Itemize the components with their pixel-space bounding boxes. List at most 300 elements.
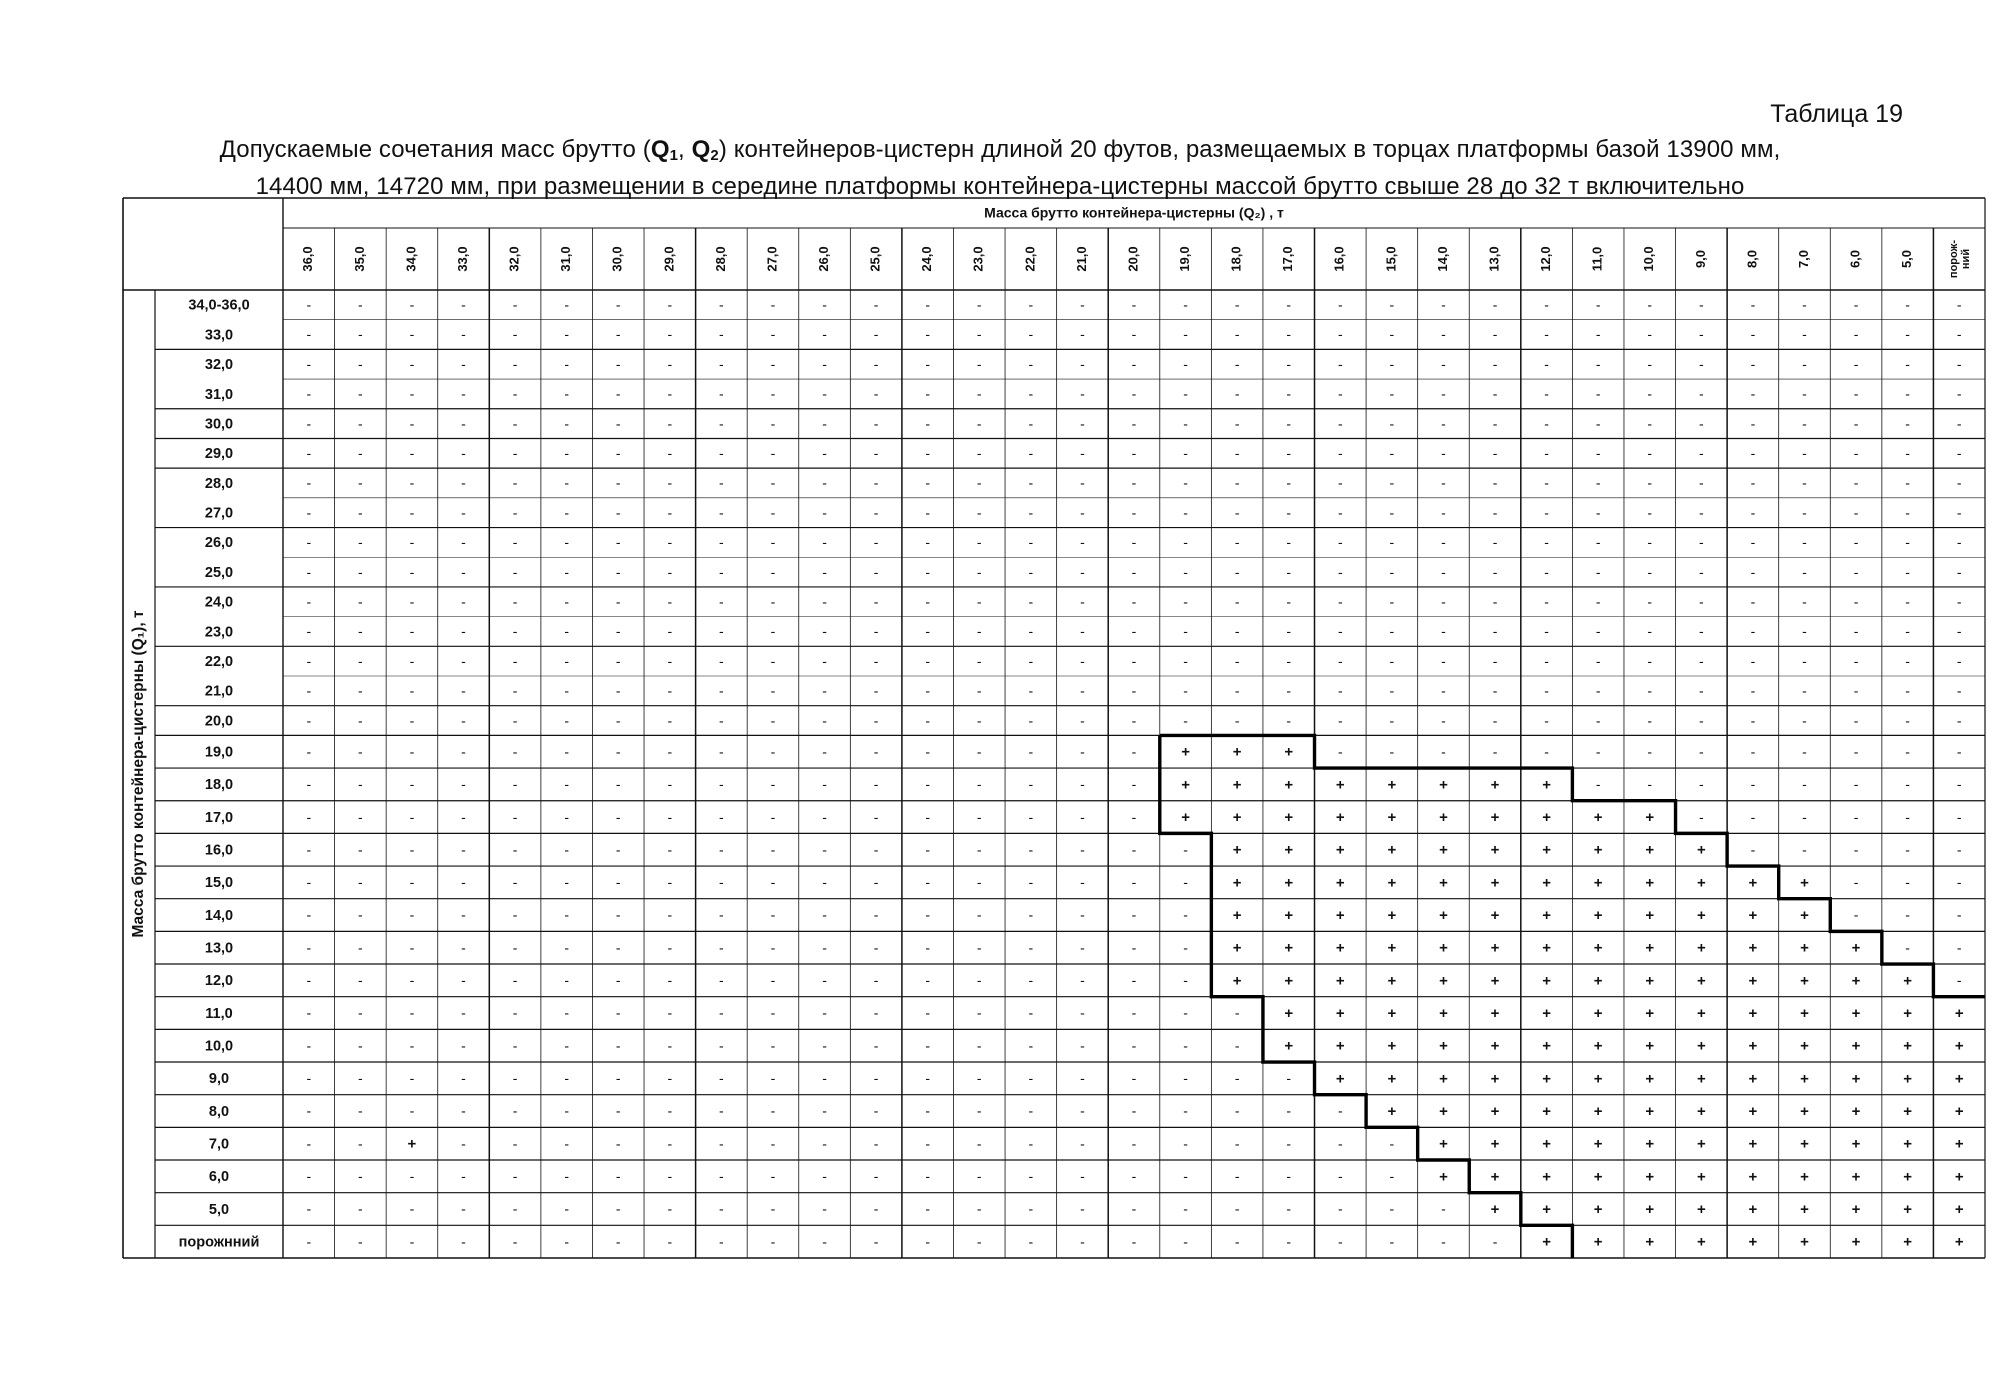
cell-minus: - [1905, 385, 1910, 402]
cell-minus: - [1802, 296, 1807, 313]
column-header: 36,0 [300, 246, 316, 272]
column-header: 26,0 [815, 246, 831, 272]
cell-minus: - [822, 1102, 827, 1119]
cell-plus: + [1284, 1037, 1294, 1055]
cell-minus: - [873, 445, 879, 462]
cell-minus: - [719, 906, 724, 923]
row-label: 29,0 [204, 446, 234, 463]
cell-minus: - [1028, 415, 1034, 432]
row-label: 5,0 [208, 1201, 230, 1218]
cell-minus: - [1492, 682, 1498, 699]
cell-minus: - [306, 534, 312, 551]
caption-text: Допускаемые сочетания масс брутто ( [219, 136, 651, 163]
cell-minus: - [1802, 504, 1807, 521]
cell-minus: - [1234, 593, 1240, 610]
cell-minus: - [925, 1200, 931, 1217]
cell-minus: - [358, 712, 363, 729]
cell-minus: - [1750, 415, 1756, 432]
cell-minus: - [1080, 445, 1085, 462]
caption-q1-letter: Q [650, 136, 670, 163]
cell-minus: - [306, 296, 312, 313]
cell-minus: - [925, 1135, 931, 1152]
cell-plus: + [1181, 743, 1190, 761]
cell-minus: - [1183, 939, 1188, 956]
cell-minus: - [873, 474, 879, 491]
cell-minus: - [1698, 474, 1704, 491]
cell-minus: - [976, 504, 982, 521]
cell-minus: - [1595, 682, 1601, 699]
cell-minus: - [822, 1135, 827, 1152]
cell-minus: - [1028, 906, 1034, 923]
cell-minus: - [1080, 652, 1085, 669]
cell-minus: - [615, 326, 621, 343]
cell-minus: - [461, 1102, 466, 1119]
column-header: 11,0 [1589, 246, 1605, 272]
cell-minus: - [1956, 474, 1962, 491]
column-header: 29,0 [661, 246, 677, 272]
cell-minus: - [925, 874, 931, 891]
cell-minus: - [1750, 808, 1756, 825]
cell-minus: - [1544, 474, 1549, 491]
cell-minus: - [409, 593, 415, 610]
cell-plus: + [1800, 907, 1809, 925]
cell-plus: + [1542, 1037, 1551, 1055]
cell-minus: - [1441, 593, 1446, 610]
cell-minus: - [1080, 326, 1085, 343]
cell-minus: - [1337, 1102, 1343, 1119]
cell-plus: + [1542, 939, 1551, 957]
cell-minus: - [1234, 652, 1240, 669]
cell-plus: + [1387, 1004, 1397, 1022]
cell-minus: - [615, 776, 621, 793]
cell-plus: + [1284, 874, 1294, 892]
cell-minus: - [1595, 504, 1601, 521]
cell-minus: - [409, 1037, 415, 1054]
cell-minus: - [719, 1037, 724, 1054]
cell-minus: - [409, 1233, 415, 1250]
cell-minus: - [770, 1070, 776, 1087]
cell-minus: - [976, 906, 982, 923]
cell-minus: - [1441, 652, 1446, 669]
cell-minus: - [615, 445, 621, 462]
cell-minus: - [615, 939, 621, 956]
cell-minus: - [1337, 593, 1343, 610]
cell-plus: + [1748, 972, 1758, 990]
cell-minus: - [667, 474, 673, 491]
cell-minus: - [358, 652, 363, 669]
cell-minus: - [1544, 415, 1549, 432]
row-label: 24,0 [204, 594, 234, 611]
cell-minus: - [1492, 652, 1498, 669]
cell-minus: - [409, 776, 415, 793]
column-header: 28,0 [712, 246, 728, 272]
cell-minus: - [925, 445, 931, 462]
cell-minus: - [925, 1168, 931, 1185]
cell-minus: - [667, 534, 673, 551]
cell-minus: - [1956, 682, 1962, 699]
cell-minus: - [1080, 1233, 1085, 1250]
cell-plus: + [1851, 1004, 1861, 1022]
cell-minus: - [873, 504, 879, 521]
cell-minus: - [564, 593, 570, 610]
cell-plus: + [1645, 1135, 1655, 1153]
cell-minus: - [1802, 385, 1807, 402]
cell-plus: + [1748, 1168, 1758, 1186]
cell-minus: - [1028, 326, 1034, 343]
cell-minus: - [667, 712, 673, 729]
cell-minus: - [615, 1102, 621, 1119]
cell-minus: - [1698, 712, 1704, 729]
cell-minus: - [512, 1070, 518, 1087]
cell-minus: - [1441, 296, 1446, 313]
cell-minus: - [512, 906, 518, 923]
cell-minus: - [1028, 445, 1034, 462]
cell-minus: - [1544, 682, 1549, 699]
cell-minus: - [306, 712, 312, 729]
cell-minus: - [461, 534, 466, 551]
cell-minus: - [1956, 939, 1962, 956]
cell-minus: - [1234, 1168, 1240, 1185]
cell-minus: - [512, 593, 518, 610]
cell-minus: - [1080, 1070, 1085, 1087]
cell-minus: - [512, 445, 518, 462]
cell-minus: - [564, 504, 570, 521]
cell-plus: + [1954, 1200, 1964, 1218]
cell-minus: - [1544, 326, 1549, 343]
cell-minus: - [1080, 474, 1085, 491]
cell-minus: - [409, 874, 415, 891]
cell-plus: + [407, 1135, 417, 1153]
cell-minus: - [564, 445, 570, 462]
cell-plus: + [1748, 1037, 1758, 1055]
cell-minus: - [461, 808, 466, 825]
cell-minus: - [1131, 841, 1137, 858]
cell-minus: - [1131, 296, 1137, 313]
cell-minus: - [512, 1004, 518, 1021]
column-header: 16,0 [1331, 246, 1347, 272]
cell-minus: - [1853, 712, 1859, 729]
cell-plus: + [1232, 972, 1242, 990]
cell-minus: - [1234, 1135, 1240, 1152]
cell-minus: - [358, 972, 363, 989]
cell-minus: - [1802, 474, 1807, 491]
cell-minus: - [873, 682, 879, 699]
cell-minus: - [1286, 534, 1292, 551]
cell-minus: - [770, 743, 776, 760]
cell-minus: - [1028, 474, 1034, 491]
cell-minus: - [770, 385, 776, 402]
cell-minus: - [770, 534, 776, 551]
cell-minus: - [615, 623, 621, 640]
cell-plus: + [1439, 1168, 1448, 1186]
cell-minus: - [976, 1135, 982, 1152]
cell-minus: - [564, 1102, 570, 1119]
cell-minus: - [976, 652, 982, 669]
cell-minus: - [1956, 623, 1962, 640]
column-header: 12,0 [1538, 246, 1554, 272]
cell-minus: - [667, 652, 673, 669]
cell-minus: - [306, 1168, 312, 1185]
cell-minus: - [1544, 296, 1549, 313]
cell-minus: - [719, 415, 724, 432]
cell-minus: - [461, 1200, 466, 1217]
cell-minus: - [1647, 743, 1653, 760]
column-header: 34,0 [403, 246, 419, 272]
cell-minus: - [1956, 296, 1962, 313]
cell-minus: - [719, 534, 724, 551]
row-label: 26,0 [204, 535, 234, 552]
cell-minus: - [1750, 355, 1756, 372]
cell-minus: - [873, 1200, 879, 1217]
caption-text-cont: ) контейнеров-цистерн длиной 20 футов, размещаемых в торцах платформы базой 13900 мм, [718, 136, 1781, 163]
cell-minus: - [770, 326, 776, 343]
cell-minus: - [822, 939, 827, 956]
cell-minus: - [822, 1070, 827, 1087]
cell-plus: + [1335, 841, 1345, 859]
cell-minus: - [1234, 296, 1240, 313]
cell-minus: - [1234, 1102, 1240, 1119]
cell-minus: - [822, 445, 827, 462]
cell-minus: - [976, 415, 982, 432]
cell-minus: - [1234, 1200, 1240, 1217]
cell-minus: - [1698, 808, 1704, 825]
cell-plus: + [1387, 907, 1397, 925]
cell-minus: - [770, 1004, 776, 1021]
cell-plus: + [1490, 1004, 1500, 1022]
cell-minus: - [1905, 623, 1910, 640]
cell-minus: - [1080, 563, 1085, 580]
cell-plus: + [1490, 939, 1500, 957]
cell-plus: + [1800, 1233, 1809, 1251]
cell-minus: - [1389, 682, 1395, 699]
cell-minus: - [306, 385, 312, 402]
table-number: Таблица 19 [1770, 100, 1903, 128]
cell-minus: - [1028, 296, 1034, 313]
cell-minus: - [1131, 445, 1137, 462]
cell-minus: - [1183, 385, 1188, 402]
cell-plus: + [1696, 1135, 1706, 1153]
cell-plus: + [1542, 874, 1551, 892]
cell-minus: - [1234, 445, 1240, 462]
cell-minus: - [409, 623, 415, 640]
cell-plus: + [1439, 1070, 1448, 1088]
cell-minus: - [615, 1004, 621, 1021]
cell-minus: - [1441, 534, 1446, 551]
cell-minus: - [358, 296, 363, 313]
cell-plus: + [1748, 939, 1758, 957]
caption-q2-subscript: 2 [710, 147, 719, 164]
cell-minus: - [873, 808, 879, 825]
cell-minus: - [770, 296, 776, 313]
cell-minus: - [615, 385, 621, 402]
cell-minus: - [1337, 743, 1343, 760]
cell-plus: + [1284, 939, 1294, 957]
cell-plus: + [1954, 1037, 1964, 1055]
cell-minus: - [1234, 1233, 1240, 1250]
column-header: 32,0 [506, 246, 522, 272]
cell-minus: - [1183, 593, 1188, 610]
cell-minus: - [1028, 712, 1034, 729]
cell-minus: - [667, 326, 673, 343]
cell-minus: - [1131, 874, 1137, 891]
cell-minus: - [1389, 415, 1395, 432]
cell-minus: - [822, 712, 827, 729]
cell-minus: - [1905, 939, 1910, 956]
row-label: 14,0 [204, 907, 234, 924]
cell-minus: - [1337, 652, 1343, 669]
cell-minus: - [1286, 474, 1292, 491]
cell-minus: - [1389, 743, 1395, 760]
cell-plus: + [1439, 972, 1448, 990]
cell-minus: - [976, 623, 982, 640]
cell-minus: - [1750, 743, 1756, 760]
cell-minus: - [1492, 474, 1498, 491]
cell-minus: - [358, 1168, 363, 1185]
cell-plus: + [1542, 1102, 1551, 1120]
cell-minus: - [719, 1200, 724, 1217]
cell-minus: - [512, 415, 518, 432]
cell-plus: + [1696, 1070, 1706, 1088]
cell-plus: + [1387, 939, 1397, 957]
cell-minus: - [409, 972, 415, 989]
cell-minus: - [1441, 326, 1446, 343]
cell-minus: - [1286, 682, 1292, 699]
cell-minus: - [1234, 355, 1240, 372]
cell-plus: + [1593, 939, 1603, 957]
cell-minus: - [1492, 623, 1498, 640]
cell-minus: - [1853, 296, 1859, 313]
cell-minus: - [925, 682, 931, 699]
cell-minus: - [461, 504, 466, 521]
cell-minus: - [1131, 534, 1137, 551]
cell-plus: + [1748, 907, 1758, 925]
cell-minus: - [461, 593, 466, 610]
cell-minus: - [306, 776, 312, 793]
cell-plus: + [1490, 1070, 1500, 1088]
cell-minus: - [564, 1070, 570, 1087]
cell-minus: - [822, 385, 827, 402]
column-header: 10,0 [1641, 246, 1657, 272]
cell-minus: - [512, 682, 518, 699]
cell-minus: - [1750, 652, 1756, 669]
cell-minus: - [1595, 534, 1601, 551]
cell-minus: - [1595, 743, 1601, 760]
cell-minus: - [667, 445, 673, 462]
cell-minus: - [976, 296, 982, 313]
cell-minus: - [1492, 563, 1498, 580]
cell-minus: - [1905, 563, 1910, 580]
row-label: 32,0 [204, 357, 234, 374]
cell-minus: - [409, 326, 415, 343]
cell-minus: - [306, 1200, 312, 1217]
column-header: 35,0 [351, 246, 367, 272]
cell-minus: - [822, 474, 827, 491]
cell-minus: - [1956, 534, 1962, 551]
cell-plus: + [1954, 1102, 1964, 1120]
cell-minus: - [822, 355, 827, 372]
cell-minus: - [1028, 534, 1034, 551]
cell-plus: + [1335, 1037, 1345, 1055]
cell-plus: + [1903, 1233, 1913, 1251]
cell-minus: - [822, 972, 827, 989]
cell-minus: - [925, 1070, 931, 1087]
cell-minus: - [873, 906, 879, 923]
cell-minus: - [615, 355, 621, 372]
cell-minus: - [1905, 504, 1910, 521]
cell-minus: - [1698, 326, 1704, 343]
column-header: 22,0 [1022, 246, 1038, 272]
cell-minus: - [1389, 355, 1395, 372]
cell-minus: - [615, 563, 621, 580]
cell-minus: - [1750, 563, 1756, 580]
column-group-header: Масса брутто контейнера-цистерны (Q₂) , т [984, 204, 1284, 221]
cell-plus: + [1800, 1168, 1809, 1186]
cell-plus: + [1490, 841, 1500, 859]
cell-minus: - [1647, 593, 1653, 610]
cell-minus: - [358, 776, 363, 793]
cell-minus: - [1905, 534, 1910, 551]
cell-minus: - [1234, 1037, 1240, 1054]
cell-minus: - [1905, 712, 1910, 729]
cell-minus: - [1698, 385, 1704, 402]
cell-minus: - [306, 504, 312, 521]
cell-minus: - [1131, 776, 1137, 793]
cell-minus: - [667, 385, 673, 402]
cell-minus: - [1647, 682, 1653, 699]
cell-minus: - [1286, 1200, 1292, 1217]
cell-minus: - [306, 808, 312, 825]
cell-minus: - [1905, 652, 1910, 669]
cell-plus: + [1645, 841, 1655, 859]
cell-plus: + [1232, 841, 1242, 859]
cell-minus: - [1028, 939, 1034, 956]
cell-minus: - [1492, 326, 1498, 343]
cell-minus: - [873, 326, 879, 343]
cell-minus: - [409, 652, 415, 669]
cell-minus: - [461, 1233, 466, 1250]
cell-minus: - [306, 474, 312, 491]
cell-minus: - [1131, 1200, 1137, 1217]
cell-plus: + [1696, 972, 1706, 990]
cell-plus: + [1439, 1102, 1448, 1120]
cell-minus: - [1956, 504, 1962, 521]
cell-minus: - [461, 1037, 466, 1054]
cell-minus: - [976, 355, 982, 372]
cell-minus: - [873, 712, 879, 729]
cell-minus: - [1492, 743, 1498, 760]
cell-minus: - [1647, 326, 1653, 343]
cell-minus: - [358, 906, 363, 923]
cell-minus: - [1131, 474, 1137, 491]
cell-minus: - [719, 776, 724, 793]
cell-plus: + [1903, 1200, 1913, 1218]
column-header: 33,0 [454, 246, 470, 272]
cell-minus: - [409, 743, 415, 760]
cell-plus: + [1851, 1200, 1861, 1218]
cell-minus: - [564, 296, 570, 313]
cell-minus: - [1028, 743, 1034, 760]
cell-plus: + [1335, 907, 1345, 925]
cell-minus: - [1956, 712, 1962, 729]
cell-minus: - [1234, 474, 1240, 491]
cell-minus: - [306, 743, 312, 760]
cell-minus: - [306, 841, 312, 858]
cell-minus: - [873, 534, 879, 551]
cell-plus: + [1593, 1037, 1603, 1055]
cell-plus: + [1800, 874, 1809, 892]
cell-minus: - [306, 1135, 312, 1152]
cell-minus: - [358, 1102, 363, 1119]
